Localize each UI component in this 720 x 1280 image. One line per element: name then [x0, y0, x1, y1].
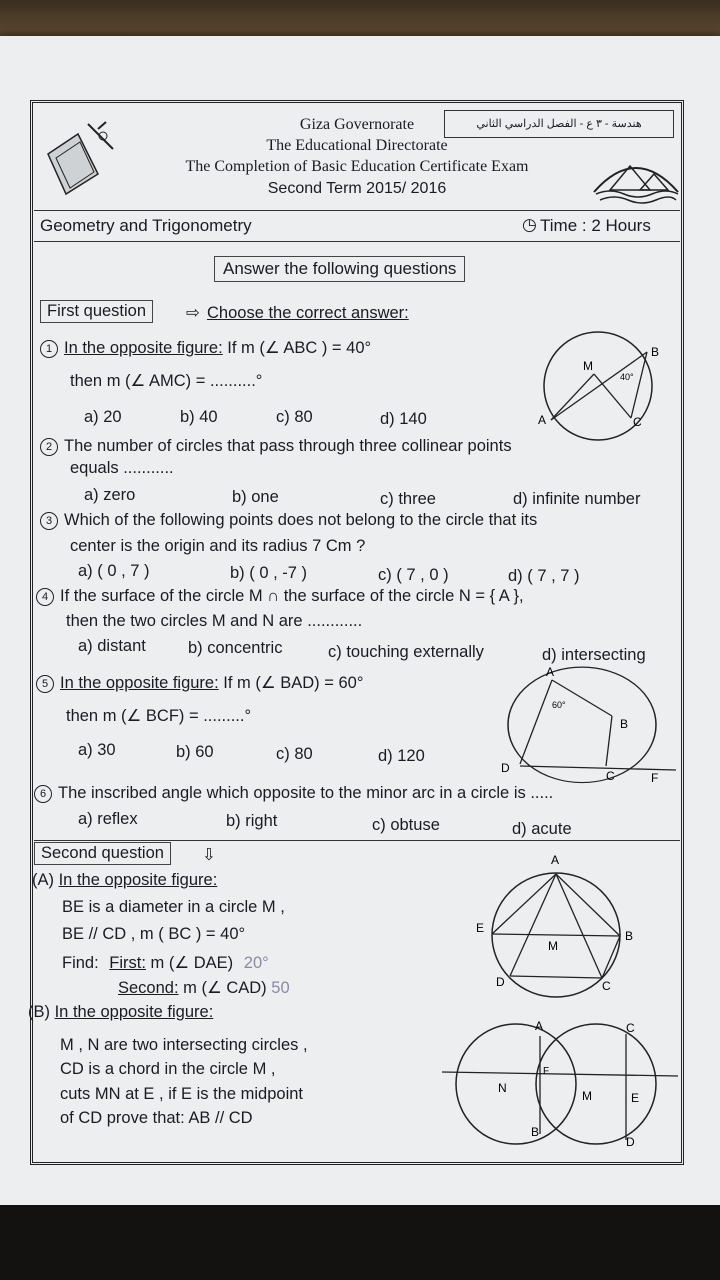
- option-b[interactable]: b) ( 0 , -7 ): [230, 564, 308, 582]
- label-f: F: [543, 1066, 550, 1077]
- q1-item-1-line2: then m (∠ AMC) = ..........°: [70, 372, 263, 390]
- option-d[interactable]: d) intersecting: [542, 646, 646, 664]
- item-text: If the surface of the circle M ∩ the surface of the circle N = { A },: [60, 587, 524, 605]
- figure-ref: In the opposite figure:: [54, 1003, 214, 1021]
- option-b[interactable]: b) right: [226, 812, 278, 830]
- table-surface: [0, 1205, 720, 1280]
- option-c[interactable]: c) 80: [276, 408, 313, 426]
- item-text: If m (∠ ABC ) = 40°: [222, 339, 372, 357]
- angle-label: 40°: [620, 372, 634, 382]
- find-label: Find:: [62, 954, 99, 972]
- arrow-down-icon: ⇩: [202, 846, 216, 864]
- term-line: Second Term 2015/ 2016: [267, 180, 447, 197]
- part-b-head: (B): [28, 1003, 50, 1021]
- option-d[interactable]: d) 140: [380, 410, 427, 428]
- clock-icon: ◷: [522, 215, 537, 234]
- label-b: B: [625, 929, 634, 943]
- part-a-head: (A): [32, 871, 54, 889]
- label-b: B: [651, 345, 660, 359]
- label-c: C: [633, 415, 642, 429]
- label-d: D: [501, 761, 510, 775]
- part-a-second: [118, 978, 290, 998]
- option-a[interactable]: a) distant: [78, 637, 146, 655]
- figure-cyclic-quad: [496, 666, 682, 786]
- exam-title-line: The Completion of Basic Education Certificate Exam: [185, 158, 529, 175]
- q1-item-3-line2: center is the origin and its radius 7 Cm ?: [70, 537, 366, 555]
- item-number: 3: [40, 512, 58, 530]
- item-number: 1: [40, 340, 58, 358]
- q1-item-4: [36, 587, 524, 606]
- label-n: N: [498, 1081, 507, 1095]
- option-c[interactable]: c) obtuse: [372, 816, 440, 834]
- label-c: C: [602, 979, 611, 993]
- part-b-line2: CD is a chord in the circle M ,: [60, 1060, 276, 1078]
- option-c[interactable]: c) 80: [276, 745, 313, 763]
- q1-item-2: [40, 437, 512, 456]
- option-a[interactable]: a) ( 0 , 7 ): [78, 562, 150, 580]
- item-number: 2: [40, 438, 58, 456]
- part-a-line1: BE is a diameter in a circle M ,: [62, 898, 285, 916]
- option-a[interactable]: a) 20: [84, 408, 122, 426]
- label-m: M: [548, 939, 558, 953]
- option-a[interactable]: a) zero: [84, 486, 136, 504]
- option-d[interactable]: d) ( 7 , 7 ): [508, 567, 580, 585]
- second-text: m (∠ CAD): [178, 979, 267, 997]
- q1-item-4-line2: then the two circles M and N are ............: [66, 612, 363, 630]
- part-b-line1: M , N are two intersecting circles ,: [60, 1036, 308, 1054]
- part-b-line3: cuts MN at E , if E is the midpoint: [60, 1085, 304, 1103]
- figure-diameter-circle: [470, 850, 646, 1000]
- label-c: C: [606, 769, 615, 783]
- label-c: C: [626, 1021, 635, 1035]
- label-a: A: [538, 413, 547, 427]
- arabic-stamp: هندسة - ٣ ع - الفصل الدراسي الثاني: [444, 110, 674, 138]
- label-d: D: [496, 975, 505, 989]
- option-c[interactable]: c) ( 7 , 0 ): [378, 566, 449, 584]
- q1-item-5: [36, 673, 363, 693]
- instruction: Answer the following questions: [214, 256, 465, 282]
- subject-bar: [34, 210, 680, 242]
- label-m: M: [583, 359, 593, 373]
- exam-header: [34, 104, 680, 212]
- first-question-label: First question: [40, 300, 153, 323]
- option-a[interactable]: a) reflex: [78, 810, 138, 828]
- item-text: Which of the following points does not belong to the circle that its: [64, 511, 538, 529]
- part-a-line2: BE // CD , m ( BC ) = 40°: [62, 925, 246, 943]
- item-number: 5: [36, 675, 54, 693]
- option-d[interactable]: d) infinite number: [513, 490, 641, 508]
- option-c[interactable]: c) touching externally: [328, 643, 484, 661]
- option-b[interactable]: b) 60: [176, 743, 214, 761]
- label-d: D: [626, 1135, 635, 1149]
- figure-ref: In the opposite figure:: [60, 674, 219, 692]
- option-b[interactable]: b) one: [232, 488, 279, 506]
- label-a: A: [535, 1019, 544, 1033]
- label-b: B: [620, 717, 629, 731]
- arrow-right-icon: ⇨: [186, 304, 200, 322]
- option-a[interactable]: a) 30: [78, 741, 116, 759]
- second-handwritten-answer: 50: [271, 979, 290, 997]
- pyramids-logo-icon: [590, 144, 682, 204]
- governorate-line: Giza Governorate: [299, 116, 415, 133]
- part-a-title: [32, 871, 217, 890]
- q1-item-5-line2: then m (∠ BCF) = .........°: [66, 707, 252, 725]
- part-a-find: [62, 953, 269, 973]
- label-f: F: [651, 771, 659, 785]
- figure-ref: In the opposite figure:: [58, 871, 218, 889]
- item-text: The number of circles that pass through three collinear points: [64, 437, 512, 455]
- part-b-title: [28, 1003, 213, 1022]
- option-d[interactable]: d) acute: [512, 820, 572, 838]
- item-number: 4: [36, 588, 54, 606]
- q1-item-1: [40, 338, 371, 358]
- q1-item-6: [34, 784, 553, 803]
- item-text: If m (∠ BAD) = 60°: [218, 674, 364, 692]
- directorate-line: The Educational Directorate: [266, 137, 448, 154]
- item-number: 6: [34, 785, 52, 803]
- first-question-title: Choose the correct answer:: [207, 304, 409, 322]
- second-question-label: Second question: [34, 842, 171, 865]
- option-b[interactable]: b) 40: [180, 408, 218, 426]
- label-a: A: [546, 666, 555, 679]
- second-label: Second:: [118, 979, 179, 997]
- label-e: E: [631, 1091, 640, 1105]
- first-label: First:: [109, 954, 146, 972]
- label-e: E: [476, 921, 485, 935]
- option-b[interactable]: b) concentric: [188, 639, 283, 657]
- exam-time: Time : 2 Hours: [540, 216, 651, 235]
- angle-label: 60°: [552, 700, 566, 710]
- option-c[interactable]: c) three: [380, 490, 436, 508]
- label-m: M: [582, 1089, 592, 1103]
- label-b: B: [531, 1125, 540, 1139]
- q1-item-2-line2: equals ...........: [70, 459, 174, 477]
- q1-item-3: [40, 511, 537, 530]
- part-b-line4: of CD prove that: AB // CD: [60, 1109, 253, 1127]
- option-d[interactable]: d) 120: [378, 747, 425, 765]
- item-text: The inscribed angle which opposite to the minor arc in a circle is .....: [58, 784, 554, 802]
- subject-name: Geometry and Trigonometry: [40, 216, 252, 235]
- section-divider: [34, 840, 680, 841]
- figure-ref: In the opposite figure:: [64, 339, 223, 357]
- figure-circle-abc: [520, 326, 670, 442]
- label-a: A: [551, 853, 560, 867]
- first-text: m (∠ DAE): [145, 954, 234, 972]
- figure-intersecting-circles: [438, 1016, 682, 1154]
- first-handwritten-answer: 20°: [243, 954, 269, 972]
